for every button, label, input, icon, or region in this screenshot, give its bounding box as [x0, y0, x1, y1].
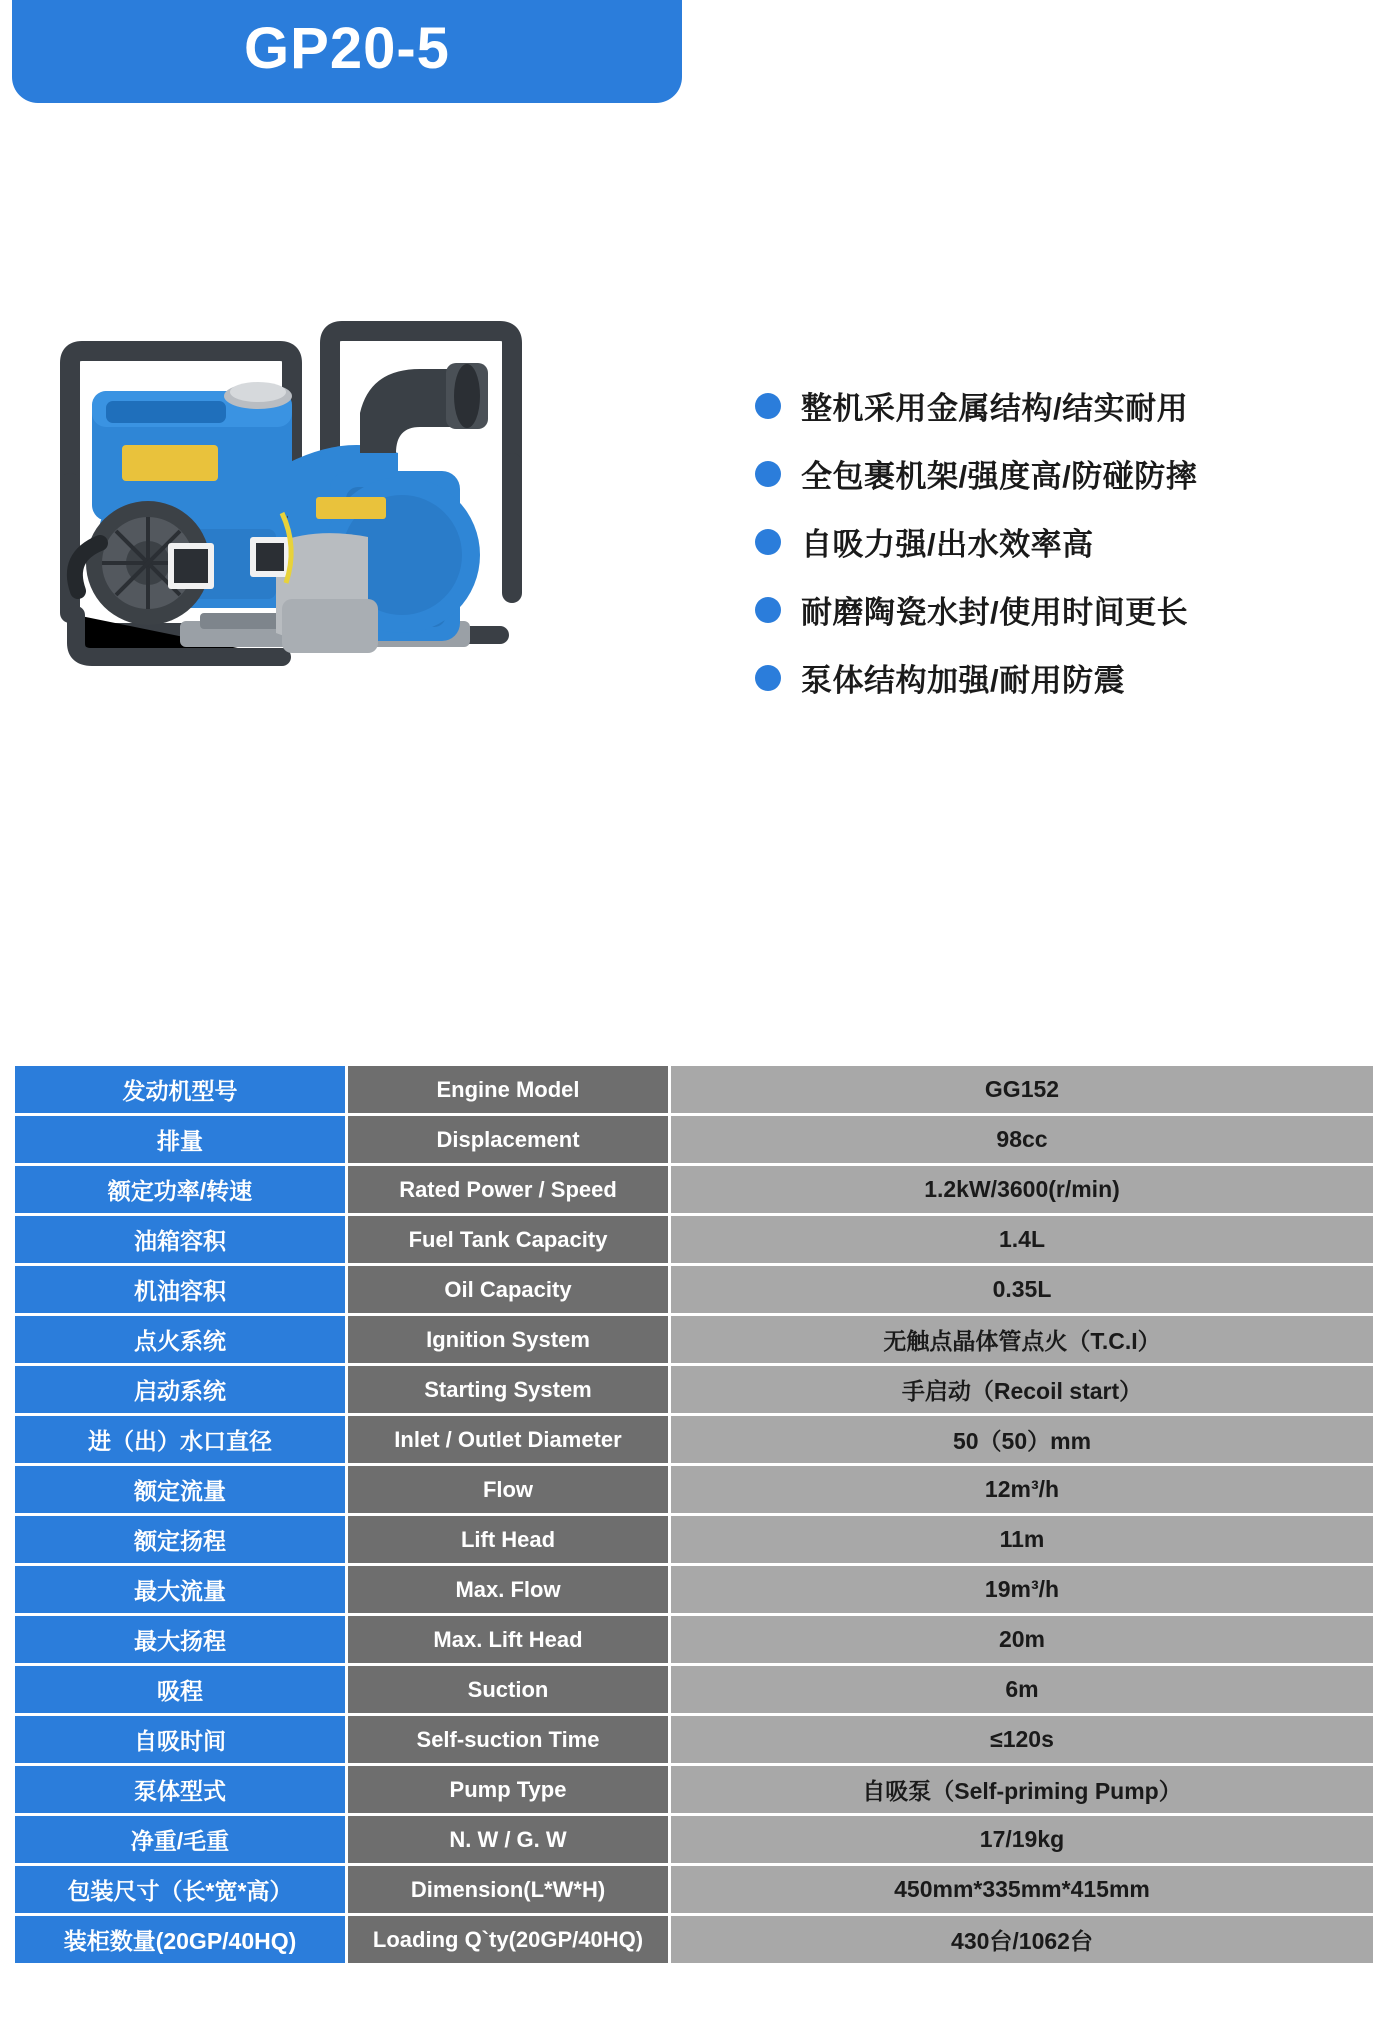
table-row — [15, 1766, 1373, 1813]
spec-label-en: Ignition System — [348, 1316, 668, 1363]
table-row — [15, 1866, 1373, 1913]
spec-value: 1.4L — [671, 1216, 1373, 1263]
spec-label-cn: 排量 — [15, 1116, 345, 1163]
table-row — [15, 1366, 1373, 1413]
table-row — [15, 1066, 1373, 1113]
feature-item — [755, 587, 1365, 632]
feature-item — [755, 519, 1365, 564]
spec-label-cn: 机油容积 — [15, 1266, 345, 1313]
feature-label: 全包裹机架/强度高/防碰防摔 — [801, 459, 1198, 494]
spec-value: 0.35L — [671, 1266, 1373, 1313]
bullet-dot-icon — [755, 597, 781, 623]
spec-label-cn: 额定扬程 — [15, 1516, 345, 1563]
spec-label-cn: 自吸时间 — [15, 1716, 345, 1763]
model-title-banner — [12, 0, 682, 103]
spec-value: 450mm*335mm*415mm — [671, 1866, 1373, 1913]
spec-label-cn: 发动机型号 — [15, 1066, 345, 1113]
spec-label-en: Engine Model — [348, 1066, 668, 1113]
spec-label-en: Self-suction Time — [348, 1716, 668, 1763]
spec-label-cn: 油箱容积 — [15, 1216, 345, 1263]
spec-label-en: Flow — [348, 1466, 668, 1513]
bullet-dot-icon — [755, 665, 781, 691]
spec-value: 430台/1062台 — [671, 1916, 1373, 1963]
spec-value: 20m — [671, 1616, 1373, 1663]
spec-label-en: Inlet / Outlet Diameter — [348, 1416, 668, 1463]
feature-label: 耐磨陶瓷水封/使用时间更长 — [801, 595, 1189, 630]
feature-item — [755, 451, 1365, 496]
spec-value: 无触点晶体管点火（T.C.I） — [671, 1316, 1373, 1363]
table-row — [15, 1516, 1373, 1563]
spec-label-en: Max. Flow — [348, 1566, 668, 1613]
table-row — [15, 1816, 1373, 1863]
spec-label-en: N. W / G. W — [348, 1816, 668, 1863]
feature-list — [755, 383, 1365, 723]
spec-value: 98cc — [671, 1116, 1373, 1163]
spec-value: 12m³/h — [671, 1466, 1373, 1513]
spec-value: 11m — [671, 1516, 1373, 1563]
spec-label-cn: 泵体型式 — [15, 1766, 345, 1813]
spec-label-en: Rated Power / Speed — [348, 1166, 668, 1213]
spec-value: 手启动（Recoil start） — [671, 1366, 1373, 1413]
spec-label-cn: 最大流量 — [15, 1566, 345, 1613]
feature-label: 泵体结构加强/耐用防震 — [801, 663, 1126, 698]
table-row — [15, 1316, 1373, 1363]
spec-label-cn: 进（出）水口直径 — [15, 1416, 345, 1463]
hero-section — [0, 103, 1388, 1038]
spec-label-en: Loading Q`ty(20GP/40HQ) — [348, 1916, 668, 1963]
spec-label-en: Pump Type — [348, 1766, 668, 1813]
feature-item — [755, 383, 1365, 428]
spec-value: GG152 — [671, 1066, 1373, 1113]
product-image — [30, 213, 720, 813]
spec-label-en: Lift Head — [348, 1516, 668, 1563]
spec-value: 自吸泵（Self-priming Pump） — [671, 1766, 1373, 1813]
spec-value: 19m³/h — [671, 1566, 1373, 1613]
spec-label-cn: 额定功率/转速 — [15, 1166, 345, 1213]
table-row — [15, 1416, 1373, 1463]
spec-value: 1.2kW/3600(r/min) — [671, 1166, 1373, 1213]
specification-table — [12, 1063, 1376, 1966]
spec-value: 50（50）mm — [671, 1416, 1373, 1463]
table-row — [15, 1666, 1373, 1713]
spec-label-cn: 最大扬程 — [15, 1616, 345, 1663]
spec-label-cn: 点火系统 — [15, 1316, 345, 1363]
table-row — [15, 1616, 1373, 1663]
table-row — [15, 1916, 1373, 1963]
table-row — [15, 1716, 1373, 1763]
spec-label-cn: 额定流量 — [15, 1466, 345, 1513]
feature-item — [755, 655, 1365, 700]
spec-label-en: Oil Capacity — [348, 1266, 668, 1313]
spec-label-en: Dimension(L*W*H) — [348, 1866, 668, 1913]
spec-label-cn: 装柜数量(20GP/40HQ) — [15, 1916, 345, 1963]
feature-label: 整机采用金属结构/结实耐用 — [801, 391, 1189, 426]
bullet-dot-icon — [755, 461, 781, 487]
spec-value: ≤120s — [671, 1716, 1373, 1763]
table-row — [15, 1116, 1373, 1163]
bullet-dot-icon — [755, 529, 781, 555]
spec-label-cn: 净重/毛重 — [15, 1816, 345, 1863]
spec-label-en: Max. Lift Head — [348, 1616, 668, 1663]
spec-label-en: Fuel Tank Capacity — [348, 1216, 668, 1263]
spec-label-cn: 包装尺寸（长*宽*高） — [15, 1866, 345, 1913]
spec-value: 17/19kg — [671, 1816, 1373, 1863]
spec-label-en: Starting System — [348, 1366, 668, 1413]
feature-label: 自吸力强/出水效率高 — [801, 527, 1094, 562]
table-row — [15, 1466, 1373, 1513]
spec-label-cn: 启动系统 — [15, 1366, 345, 1413]
table-row — [15, 1266, 1373, 1313]
table-row — [15, 1166, 1373, 1213]
spec-value: 6m — [671, 1666, 1373, 1713]
spec-label-en: Displacement — [348, 1116, 668, 1163]
table-row — [15, 1216, 1373, 1263]
bullet-dot-icon — [755, 393, 781, 419]
spec-label-en: Suction — [348, 1666, 668, 1713]
table-row — [15, 1566, 1373, 1613]
page-title: GP20-5 — [244, 15, 450, 81]
spec-label-cn: 吸程 — [15, 1666, 345, 1713]
